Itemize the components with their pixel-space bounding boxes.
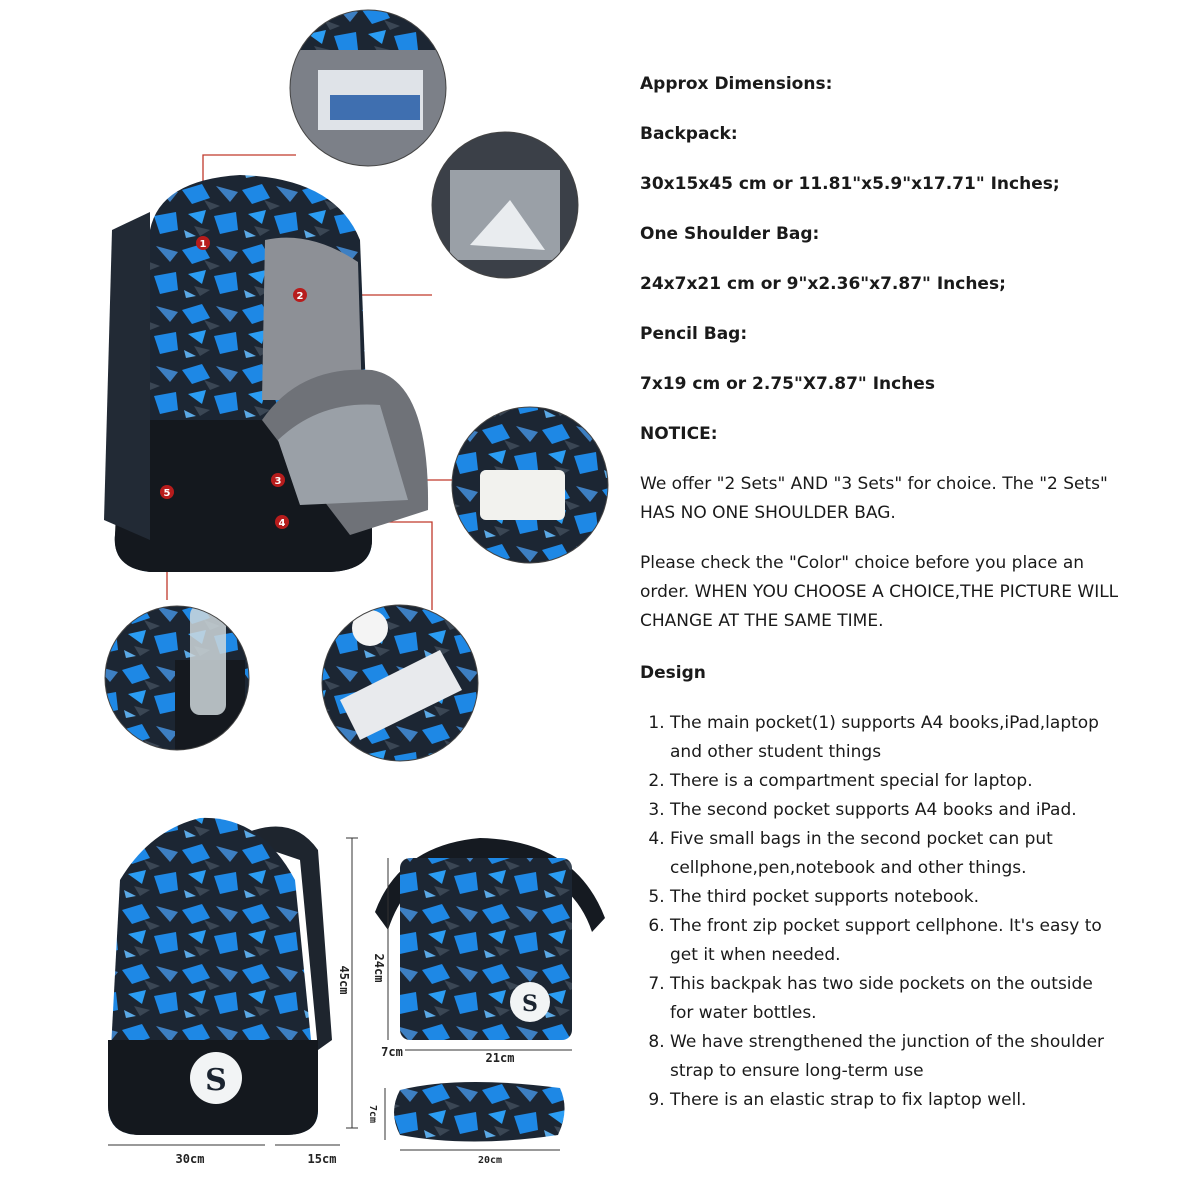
pencil-bag-width-label: 20cm bbox=[477, 1155, 503, 1166]
design-item: 7. This backpak has two side pockets on the outside for water bottles. bbox=[670, 970, 1120, 1028]
design-item: 4. Five small bags in the second pocket can put cellphone,pen,notebook and other things. bbox=[670, 825, 1120, 883]
detail-circle-laptop-sleeve bbox=[288, 8, 448, 168]
badge-label: 3 bbox=[274, 476, 282, 487]
backpack-label: Backpack: bbox=[640, 124, 738, 144]
design-item: 1. The main pocket(1) supports A4 books,iPad,laptop and other student things bbox=[670, 709, 1120, 767]
backpack-size: 30x15x45 cm or 11.81"x5.9"x17.71" Inches; bbox=[640, 174, 1060, 194]
badge-label: 4 bbox=[278, 518, 286, 529]
pencil-bag bbox=[394, 1082, 565, 1142]
design-item: 3. The second pocket supports A4 books and iPad. bbox=[670, 796, 1120, 825]
design-heading: Design bbox=[640, 663, 706, 683]
design-feature-list bbox=[640, 709, 1120, 1115]
pocket-badge-5 bbox=[160, 485, 174, 499]
shoulder-bag-height-label: 24cm bbox=[372, 953, 386, 983]
shoulder-bag bbox=[375, 838, 605, 1040]
notice-heading: NOTICE: bbox=[640, 424, 718, 444]
backpack-front bbox=[108, 818, 332, 1135]
detail-circle-bottle-pocket bbox=[104, 605, 254, 755]
shoulder-bag-label: One Shoulder Bag: bbox=[640, 224, 820, 244]
shoulder-bag-size: 24x7x21 cm or 9"x2.36"x7.87" Inches; bbox=[640, 274, 1006, 294]
design-item: 2. There is a compartment special for laptop. bbox=[670, 767, 1120, 796]
design-item: 5. The third pocket supports notebook. bbox=[670, 883, 1120, 912]
backpack-depth-label: 15cm bbox=[307, 1152, 337, 1166]
notice-color-text: Please check the "Color" choice before you place an order. WHEN YOU CHOOSE A CHOICE,THE PICTURE WILL CHANGE AT THE SAME TIME. bbox=[640, 553, 1119, 631]
design-item: 8. We have strengthened the junction of the shoulder strap to ensure long-term use bbox=[670, 1028, 1120, 1086]
pocket-badge-4 bbox=[275, 515, 289, 529]
backpack-height-label: 45cm bbox=[337, 965, 351, 995]
shoulder-bag-width-label: 21cm bbox=[485, 1051, 515, 1065]
description-panel bbox=[640, 70, 1120, 1115]
badge-label: 5 bbox=[163, 488, 171, 499]
backpack-logo: S bbox=[205, 1063, 227, 1098]
pocket-badge-1 bbox=[196, 236, 210, 250]
pocket-badge-2 bbox=[293, 288, 307, 302]
dimensions-heading: Approx Dimensions: bbox=[640, 74, 833, 94]
pencil-bag-label: Pencil Bag: bbox=[640, 324, 748, 344]
detail-circle-inner-pockets bbox=[430, 130, 580, 280]
badge-label: 1 bbox=[199, 239, 207, 250]
badge-label: 2 bbox=[296, 291, 304, 302]
design-item: 6. The front zip pocket support cellphone. It's easy to get it when needed. bbox=[670, 912, 1120, 970]
detail-circle-pencil-pocket bbox=[450, 405, 610, 565]
shoulder-bag-logo: S bbox=[522, 991, 538, 1017]
backpack-width-label: 30cm bbox=[175, 1152, 205, 1166]
pocket-badge-3 bbox=[271, 473, 285, 487]
pencil-bag-size: 7x19 cm or 2.75"X7.87" Inches bbox=[640, 374, 935, 394]
shoulder-bag-depth-label: 7cm bbox=[381, 1045, 403, 1059]
notice-sets-text: We offer "2 Sets" AND "3 Sets" for choice. The "2 Sets" HAS NO ONE SHOULDER BAG. bbox=[640, 474, 1108, 523]
pencil-bag-height-label: 7cm bbox=[367, 1104, 378, 1124]
design-item: 9. There is an elastic strap to fix laptop well. bbox=[670, 1086, 1120, 1115]
main-backpack-open bbox=[104, 175, 428, 572]
